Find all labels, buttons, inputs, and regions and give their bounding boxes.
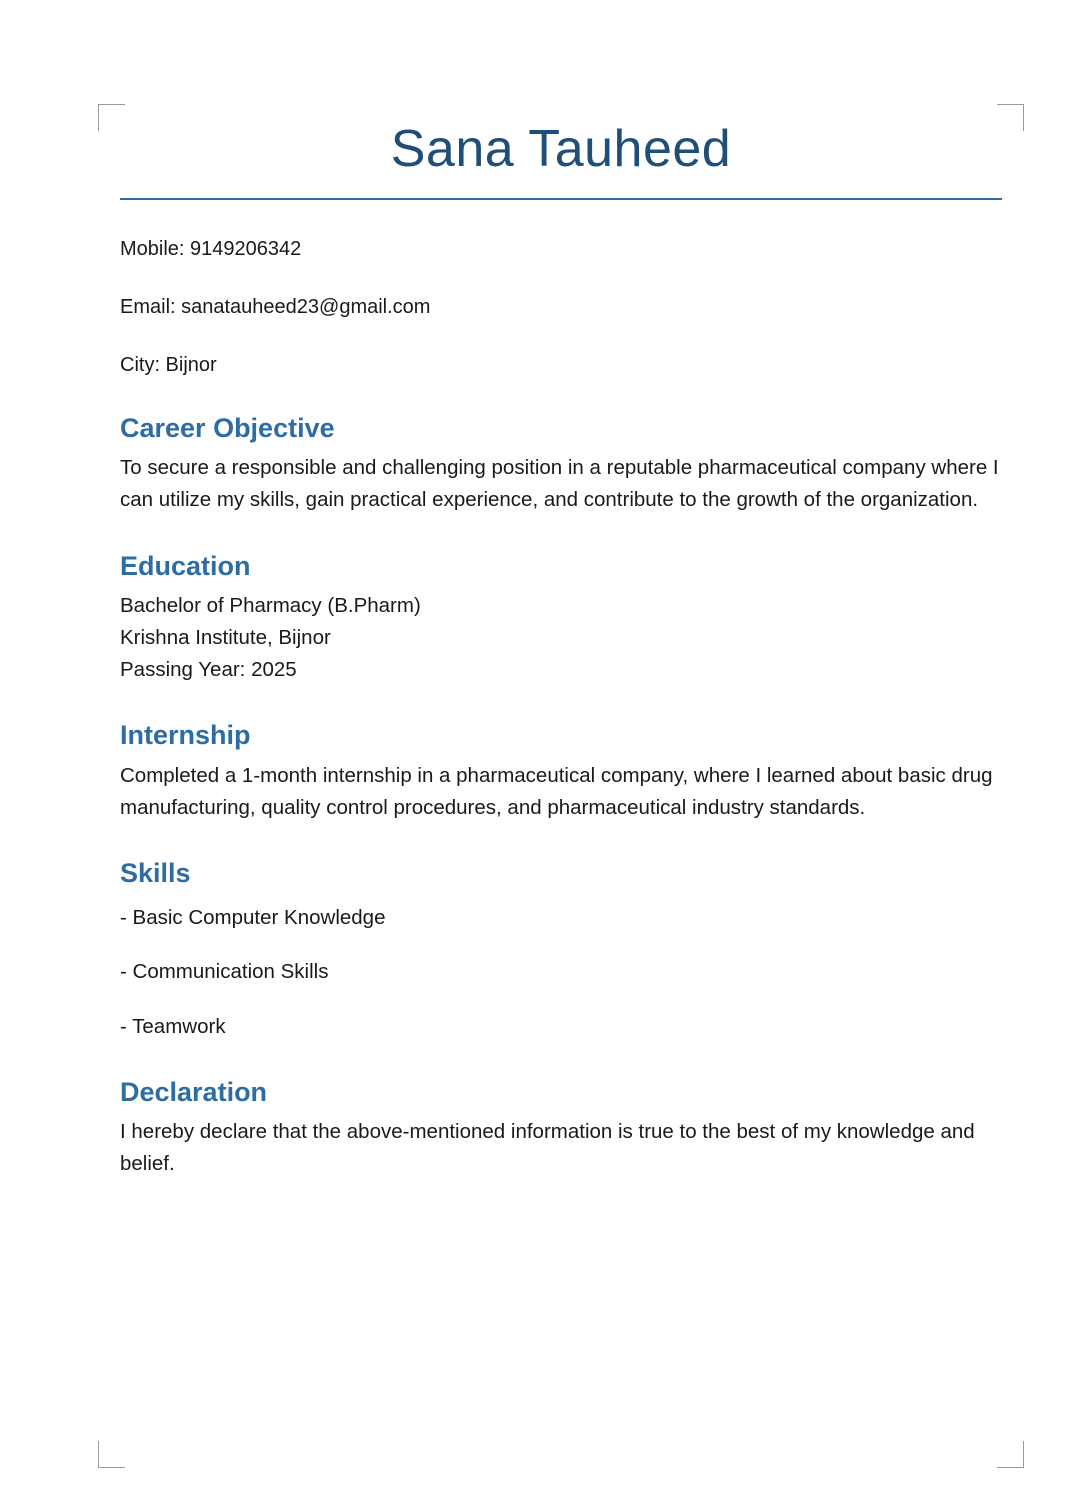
education-degree: Bachelor of Pharmacy (B.Pharm) [120, 594, 421, 618]
education-institute: Krishna Institute, Bijnor [120, 625, 331, 649]
section-declaration [120, 1076, 1002, 1180]
section-title-declaration: Declaration [120, 1076, 268, 1107]
declaration-text: I hereby declare that the above-mentioned information is true to the best of my knowledge and belief. [120, 1120, 975, 1175]
contact-mobile: Mobile: 9149206342 [120, 237, 302, 260]
candidate-name: Sana Tauheed [390, 120, 732, 178]
crop-mark-bottom-left [98, 1441, 125, 1468]
resume-content [120, 120, 1002, 1180]
contact-email: Email: sanatauheed23@gmail.com [120, 295, 431, 318]
section-internship [120, 719, 1002, 823]
education-passing-year: Passing Year: 2025 [120, 657, 297, 681]
section-skills [120, 857, 1002, 1041]
section-title-internship: Internship [120, 720, 251, 751]
list-item: - Communication Skills [120, 960, 329, 984]
career-objective-text: To secure a responsible and challenging position in a reputable pharmaceutical company where I can utilize my skills, gain practical experience, and contribute to the growth of the organization. [120, 456, 999, 511]
section-title-education: Education [120, 550, 251, 581]
contact-city: City: Bijnor [120, 353, 217, 376]
list-item: - Basic Computer Knowledge [120, 905, 386, 929]
section-title-career-objective: Career Objective [120, 412, 335, 443]
section-education [120, 550, 1002, 686]
section-title-skills: Skills [120, 858, 191, 889]
internship-text: Completed a 1-month internship in a pharmaceutical company, where I learned about basic drug manufacturing, quality control procedures, and pharmaceutical industry standards. [120, 763, 993, 819]
section-career-objective [120, 412, 1002, 516]
header-divider [120, 198, 1002, 200]
education-details [120, 590, 1002, 685]
crop-mark-bottom-right [997, 1441, 1024, 1468]
list-item: - Teamwork [120, 1015, 226, 1039]
